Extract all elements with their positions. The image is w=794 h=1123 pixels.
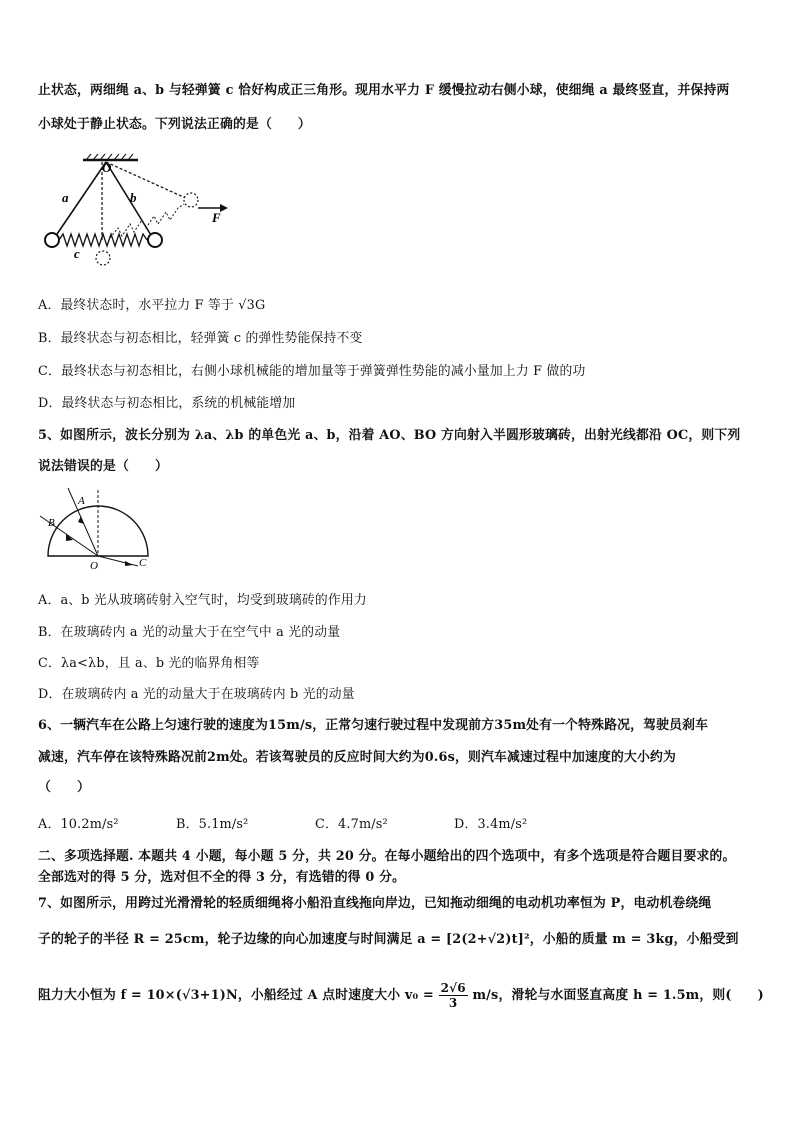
q4-stem-line2: 小球处于静止状态。下列说法正确的是（ ） [38,117,311,132]
label-o: O [102,160,112,175]
q7-line3-before: 阻力大小恒为 f = 10×(√3+1)N，小船经过 A 点时速度大小 v₀ = [38,988,434,1003]
q5-option-a: A．a、b 光从玻璃砖射入空气时，均受到玻璃砖的作用力 [38,593,367,608]
left-ball [45,233,59,247]
label-c: c [74,246,80,261]
section2-line2: 全部选对的得 5 分，选对但不全的得 3 分，有选错的得 0 分。 [38,870,406,885]
string-a [53,162,106,240]
q4-option-b: B．最终状态与初态相比，轻弹簧 c 的弹性势能保持不变 [38,331,363,346]
q4-option-c: C．最终状态与初态相比，右侧小球机械能的增加量等于弹簧弹性势能的减小量加上力 F 做的功 [38,364,586,379]
q6-stem-line1: 6、一辆汽车在公路上匀速行驶的速度为15m/s，正常匀速行驶过程中发现前方35m处有一个特殊路况，驾驶员刹车 [38,718,709,733]
arrow-c [125,561,133,566]
q4-option-a: A．最终状态时，水平拉力 F 等于 √3G [38,298,266,313]
q4-stem-line1: 止状态，两细绳 a、b 与轻弹簧 c 恰好构成正三角形。现用水平力 F 缓慢拉动右侧小球，使细绳 a 最终竖直，并保持两 [38,83,730,98]
q6-option-b: B．5.1m/s² [176,817,249,832]
q7-fraction-numerator: 2√6 [440,981,466,995]
q4-figure [38,150,238,275]
force-arrowhead [220,204,228,212]
q6-option-c: C．4.7m/s² [315,817,388,832]
q6-stem-line2: 减速，汽车停在该特殊路况前2m处。若该驾驶员的反应时间大约为0.6s，则汽车减速过程中加速度的大小约为 [38,750,676,765]
q4-option-d: D．最终状态与初态相比，系统的机械能增加 [38,396,296,411]
q7-line1: 7、如图所示，用跨过光滑滑轮的轻质细绳将小船沿直线拖向岸边，已知拖动细绳的电动机功率恒为 P，电动机卷绕绳 [38,896,712,911]
left-ball-final [96,251,110,265]
q7-fraction-denominator: 3 [448,996,458,1010]
q5-option-d: D．在玻璃砖内 a 光的动量大于在玻璃砖内 b 光的动量 [38,687,355,702]
q7-line2: 子的轮子的半径 R = 25cm，轮子边缘的向心加速度与时间满足 a = [2(2+√2)t]²，小船的质量 m = 3kg，小船受到 [38,932,739,947]
q6-option-d: D．3.4m/s² [454,817,528,832]
label-a: A [78,495,85,507]
q7-line3-after: m/s，滑轮与水面竖直高度 h = 1.5m，则( ) [472,988,764,1003]
right-ball [148,233,162,247]
label-b: B [48,517,55,529]
q7-fraction-v0 [439,981,468,1010]
spring-final [110,204,184,238]
q5-stem-line2: 说法错误的是（ ） [38,459,168,474]
arrow-a [78,516,84,524]
q6-option-a: A．10.2m/s² [38,817,119,832]
spring-c [59,234,147,246]
label-c: C [139,557,147,569]
q5-figure [38,484,163,576]
label-f: F [212,210,221,225]
q5-option-c: C．λa<λb，且 a、b 光的临界角相等 [38,656,260,671]
q7-line3 [38,981,764,1010]
label-b: b [130,190,137,205]
q5-option-b: B．在玻璃砖内 a 光的动量大于在空气中 a 光的动量 [38,625,341,640]
label-a: a [62,190,69,205]
q6-stem-line3: （ ） [38,780,90,795]
right-ball-final [184,193,198,207]
q5-stem-line1: 5、如图所示，波长分别为 λa、λb 的单色光 a、b，沿着 AO、BO 方向射入半圆形玻璃砖，出射光线都沿 OC，则下列 [38,428,741,443]
label-o: O [90,560,98,572]
section2-line1: 二、多项选择题. 本题共 4 小题，每小题 5 分，共 20 分。在每小题给出的四个选项中，有多个选项是符合题目要求的。 [38,849,736,864]
